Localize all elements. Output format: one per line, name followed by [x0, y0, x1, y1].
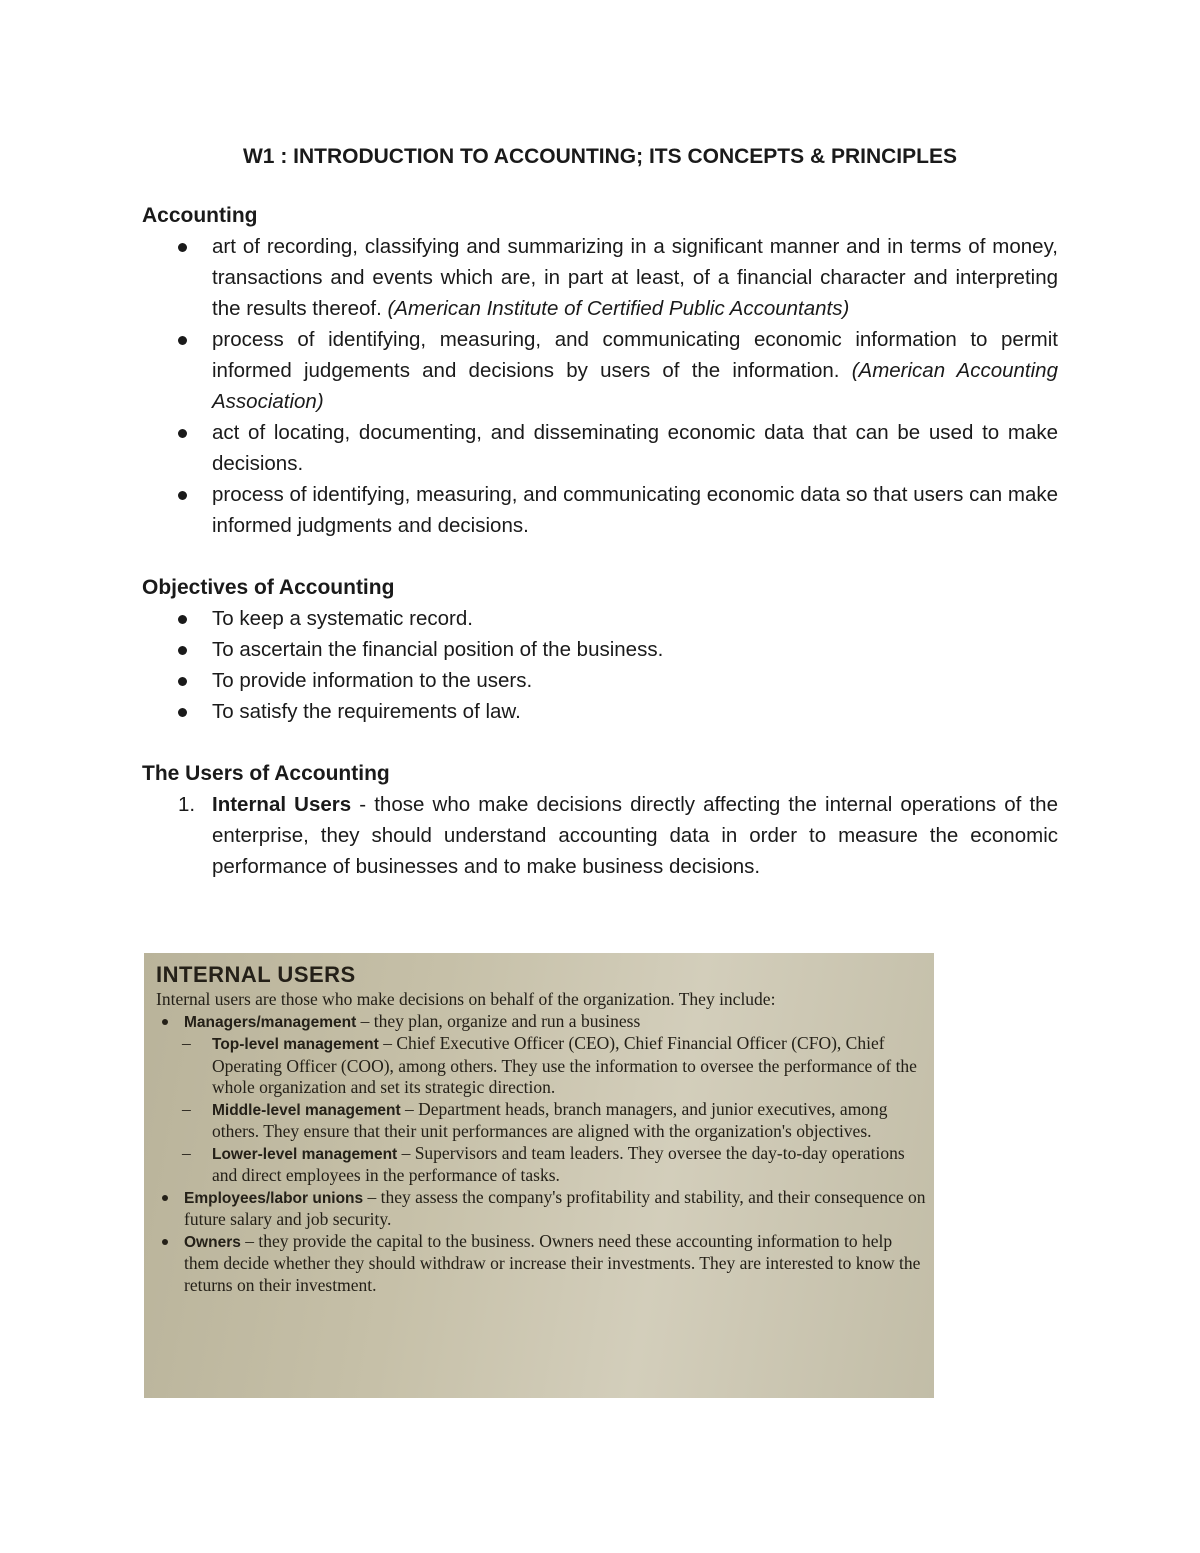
bullet-icon — [162, 1239, 168, 1245]
definition-text: act of locating, documenting, and disseminating economic data that can be used to make decisions. — [212, 421, 1058, 475]
dash-icon: – — [182, 1098, 191, 1119]
definition-text: process of identifying, measuring, and communicating economic data so that users can make informed judgments and decisions. — [212, 483, 1058, 537]
list-item — [142, 603, 1058, 634]
photo-list-item — [156, 1187, 926, 1231]
objective-text: To satisfy the requirements of law. — [212, 700, 521, 723]
list-item — [142, 479, 1058, 541]
list-number: 1. — [178, 793, 196, 816]
photo-sub-item — [156, 1099, 926, 1143]
photo-text: – they provide the capital to the business. Owners need these accounting information to help them decide whether they should withdraw or increase their investments. They are interested to know the returns on their investment. — [184, 1230, 921, 1295]
textbook-photo-content — [156, 961, 926, 1296]
photo-text: – Chief Executive Officer (CEO), Chief Financial Officer (CFO), Chief Operating Officer (COO), among others. They use the information to oversee the performance of the whole organization and set its strategic direction. — [212, 1033, 917, 1097]
list-item — [142, 231, 1058, 324]
citation: (American Institute of Certified Public Accountants) — [387, 297, 850, 320]
dash-icon: – — [182, 1142, 191, 1163]
bullet-icon — [178, 243, 187, 252]
photo-sub-item — [156, 1143, 926, 1187]
accounting-definitions-list — [142, 231, 1058, 541]
user-type-term: Internal Users — [212, 793, 352, 816]
objective-text: To ascertain the financial position of the business. — [212, 638, 664, 661]
list-item — [142, 417, 1058, 479]
bullet-icon — [178, 491, 187, 500]
textbook-photo — [144, 953, 934, 1398]
bullet-icon — [178, 336, 187, 345]
definition-text: process of identifying, measuring, and communicating economic information to permit informed judgements and decisions by users of the information. — [212, 328, 1058, 382]
photo-text: – Supervisors and team leaders. They oversee the day-to-day operations and direct employees in the performance of tasks. — [212, 1142, 905, 1185]
page-title: W1 : INTRODUCTION TO ACCOUNTING; ITS CONCEPTS & PRINCIPLES — [242, 145, 957, 168]
users-list — [142, 789, 1058, 882]
photo-term: Owners — [184, 1233, 241, 1251]
list-item — [142, 634, 1058, 665]
list-item — [142, 324, 1058, 417]
section-heading-users: The Users of Accounting — [142, 762, 390, 785]
list-item — [142, 696, 1058, 727]
document-body — [142, 200, 1058, 882]
photo-term: Top-level management — [212, 1036, 379, 1053]
photo-term: Lower-level management — [212, 1145, 398, 1163]
photo-text: – they plan, organize and run a business — [356, 1010, 641, 1031]
photo-term: Managers/management — [184, 1013, 357, 1031]
bullet-icon — [178, 615, 187, 624]
photo-intro: Internal users are those who make decisions on behalf of the organization. They include: — [156, 989, 776, 1009]
dash-icon: – — [182, 1033, 191, 1053]
bullet-icon — [178, 708, 187, 717]
photo-list-item — [156, 1231, 926, 1297]
photo-text: – they assess the company's profitability and stability, and their consequence on future salary and job security. — [184, 1186, 926, 1229]
objective-text: To provide information to the users. — [212, 669, 533, 692]
objective-text: To keep a systematic record. — [212, 607, 473, 630]
bullet-icon — [178, 677, 187, 686]
bullet-icon — [178, 429, 187, 438]
citation: (American Accounting Association) — [212, 359, 1058, 413]
bullet-icon — [162, 1019, 168, 1025]
objectives-list — [142, 603, 1058, 727]
bullet-icon — [178, 646, 187, 655]
bullet-icon — [162, 1195, 168, 1201]
photo-list-item — [156, 1011, 926, 1034]
section-heading-objectives: Objectives of Accounting — [142, 576, 395, 599]
photo-text: – Department heads, branch managers, and junior executives, among others. They ensure that their unit performances are aligned with the organization's objectives. — [212, 1098, 888, 1141]
photo-term: Employees/labor unions — [184, 1189, 364, 1207]
photo-term: Middle-level management — [212, 1101, 401, 1119]
user-type-text: - those who make decisions directly affecting the internal operations of the enterprise, they should understand accounting data in order to measure the economic performance of businesses and to make business decisions. — [212, 793, 1058, 878]
list-item — [142, 665, 1058, 696]
section-heading-accounting: Accounting — [142, 204, 258, 227]
list-item — [142, 789, 1058, 882]
photo-heading: INTERNAL USERS — [156, 962, 356, 987]
definition-text: art of recording, classifying and summarizing in a significant manner and in terms of money, transactions and events which are, in part at least, of a financial character and interpreting the results thereof. — [212, 235, 1058, 320]
photo-sub-item — [156, 1033, 926, 1099]
